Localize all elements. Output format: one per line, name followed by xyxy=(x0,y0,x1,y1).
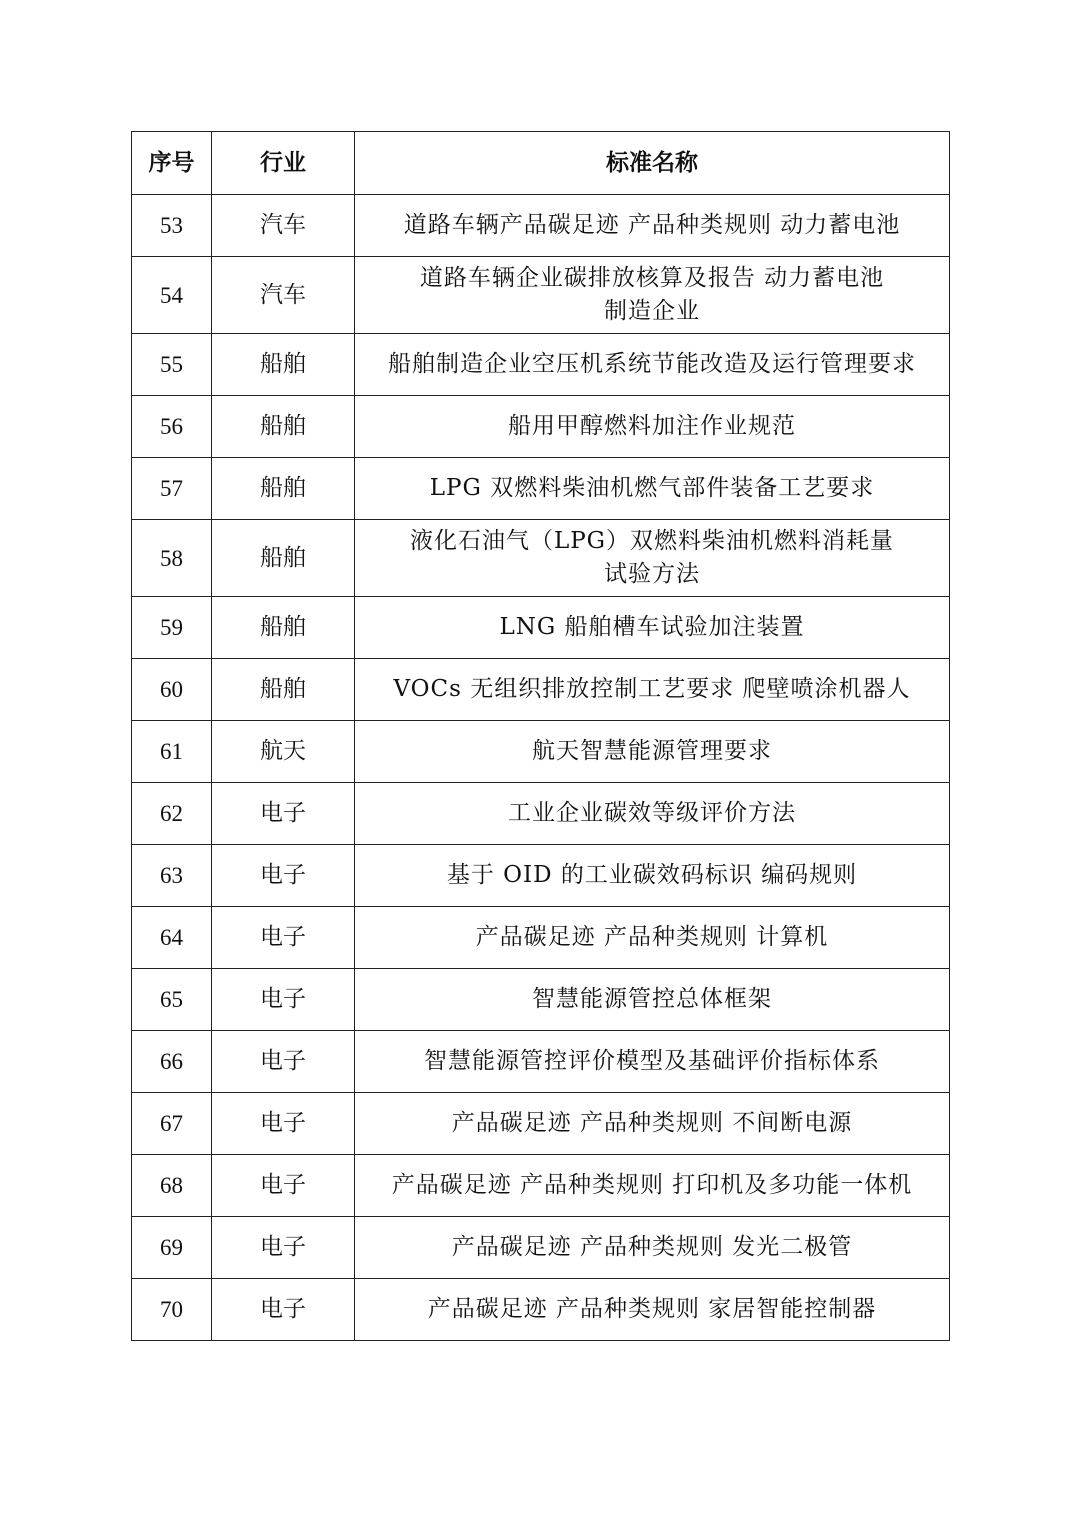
serial-number-cell: 58 xyxy=(132,520,212,597)
serial-number-cell: 53 xyxy=(132,195,212,257)
industry-cell: 船舶 xyxy=(212,659,355,721)
table-row xyxy=(132,969,950,1031)
serial-number-cell: 60 xyxy=(132,659,212,721)
table-row xyxy=(132,907,950,969)
table-row xyxy=(132,783,950,845)
industry-cell: 汽车 xyxy=(212,195,355,257)
industry-cell: 船舶 xyxy=(212,396,355,458)
table-row xyxy=(132,845,950,907)
standard-name-cell: 道路车辆企业碳排放核算及报告 动力蓄电池 制造企业 xyxy=(355,257,950,334)
table-row xyxy=(132,1217,950,1279)
standard-name-cell: 产品碳足迹 产品种类规则 打印机及多功能一体机 xyxy=(355,1155,950,1217)
industry-cell: 电子 xyxy=(212,1155,355,1217)
industry-cell: 电子 xyxy=(212,1217,355,1279)
serial-number-cell: 70 xyxy=(132,1279,212,1341)
standard-name-cell: 道路车辆产品碳足迹 产品种类规则 动力蓄电池 xyxy=(355,195,950,257)
standard-name-cell: LPG 双燃料柴油机燃气部件装备工艺要求 xyxy=(355,458,950,520)
serial-number-cell: 67 xyxy=(132,1093,212,1155)
standard-name-cell: VOCs 无组织排放控制工艺要求 爬壁喷涂机器人 xyxy=(355,659,950,721)
standards-table xyxy=(131,131,950,1341)
industry-cell: 船舶 xyxy=(212,597,355,659)
industry-cell: 电子 xyxy=(212,969,355,1031)
table-row xyxy=(132,1155,950,1217)
standard-name-cell: 产品碳足迹 产品种类规则 计算机 xyxy=(355,907,950,969)
serial-number-cell: 56 xyxy=(132,396,212,458)
industry-cell: 电子 xyxy=(212,845,355,907)
table-row xyxy=(132,721,950,783)
serial-number-cell: 64 xyxy=(132,907,212,969)
serial-number-cell: 57 xyxy=(132,458,212,520)
standard-name-cell: 产品碳足迹 产品种类规则 不间断电源 xyxy=(355,1093,950,1155)
industry-cell: 航天 xyxy=(212,721,355,783)
table-row xyxy=(132,334,950,396)
table-header-row xyxy=(132,132,950,195)
table-row xyxy=(132,1279,950,1341)
serial-number-cell: 66 xyxy=(132,1031,212,1093)
standard-name-cell: 产品碳足迹 产品种类规则 家居智能控制器 xyxy=(355,1279,950,1341)
standard-name-cell: 智慧能源管控总体框架 xyxy=(355,969,950,1031)
serial-number-cell: 63 xyxy=(132,845,212,907)
industry-cell: 汽车 xyxy=(212,257,355,334)
standard-name-cell: 产品碳足迹 产品种类规则 发光二极管 xyxy=(355,1217,950,1279)
industry-cell: 电子 xyxy=(212,1279,355,1341)
header-standard-name: 标准名称 xyxy=(355,132,950,195)
table-row xyxy=(132,659,950,721)
serial-number-cell: 69 xyxy=(132,1217,212,1279)
industry-cell: 船舶 xyxy=(212,334,355,396)
standard-name-cell: 工业企业碳效等级评价方法 xyxy=(355,783,950,845)
industry-cell: 电子 xyxy=(212,1031,355,1093)
table-row xyxy=(132,1093,950,1155)
serial-number-cell: 54 xyxy=(132,257,212,334)
standard-name-cell: 船用甲醇燃料加注作业规范 xyxy=(355,396,950,458)
standard-name-cell: 基于 OID 的工业碳效码标识 编码规则 xyxy=(355,845,950,907)
serial-number-cell: 62 xyxy=(132,783,212,845)
table-body xyxy=(132,195,950,1341)
standard-name-cell: 船舶制造企业空压机系统节能改造及运行管理要求 xyxy=(355,334,950,396)
standard-name-cell: 智慧能源管控评价模型及基础评价指标体系 xyxy=(355,1031,950,1093)
header-industry: 行业 xyxy=(212,132,355,195)
industry-cell: 船舶 xyxy=(212,520,355,597)
industry-cell: 电子 xyxy=(212,783,355,845)
standard-name-cell: 航天智慧能源管理要求 xyxy=(355,721,950,783)
header-serial-number: 序号 xyxy=(132,132,212,195)
table-row xyxy=(132,520,950,597)
table-row xyxy=(132,1031,950,1093)
table-row xyxy=(132,597,950,659)
serial-number-cell: 59 xyxy=(132,597,212,659)
standard-name-cell: LNG 船舶槽车试验加注装置 xyxy=(355,597,950,659)
table-row xyxy=(132,396,950,458)
table-row xyxy=(132,195,950,257)
industry-cell: 电子 xyxy=(212,907,355,969)
table-row xyxy=(132,458,950,520)
serial-number-cell: 65 xyxy=(132,969,212,1031)
industry-cell: 电子 xyxy=(212,1093,355,1155)
serial-number-cell: 55 xyxy=(132,334,212,396)
serial-number-cell: 68 xyxy=(132,1155,212,1217)
industry-cell: 船舶 xyxy=(212,458,355,520)
serial-number-cell: 61 xyxy=(132,721,212,783)
standard-name-cell: 液化石油气（LPG）双燃料柴油机燃料消耗量 试验方法 xyxy=(355,520,950,597)
table-row xyxy=(132,257,950,334)
